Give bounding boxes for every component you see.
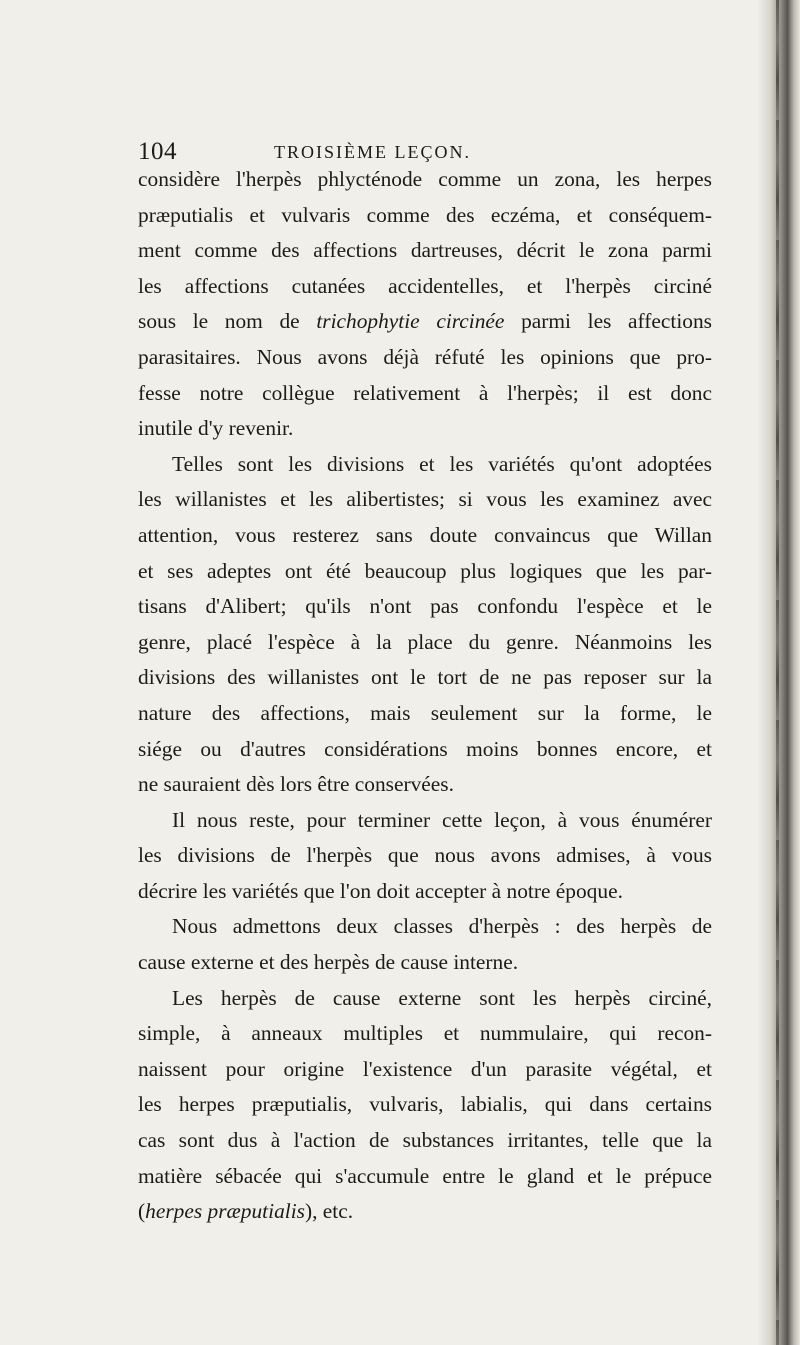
paragraph-1 xyxy=(138,162,712,447)
text-line: inutile d'y revenir. xyxy=(138,416,294,441)
text-line: divisions des willanistes ont le tort de ne pas reposer sur la xyxy=(138,665,712,690)
text-line: præputialis et vulvaris comme des eczéma, et conséquem- xyxy=(138,202,712,227)
text-line: cause externe et des herpès de cause interne. xyxy=(138,950,519,975)
text-line: décrire les variétés que l'on doit accepter à notre époque. xyxy=(138,878,623,903)
text-line: matière sébacée qui s'accumule entre le gland et le prépuce xyxy=(138,1163,712,1188)
text-line xyxy=(138,1194,712,1230)
text-line: genre, placé l'espèce à la place du genre. Néanmoins les xyxy=(138,629,712,654)
text-line: attention, vous resterez sans doute convaincus que Willan xyxy=(138,522,712,547)
text-line: naissent pour origine l'existence d'un parasite végétal, et xyxy=(138,1056,712,1081)
text-line: siége ou d'autres considérations moins bonnes encore, et xyxy=(138,736,712,761)
text-line: tisans d'Alibert; qu'ils n'ont pas confondu l'espèce et le xyxy=(138,594,712,619)
text-segment: ), etc. xyxy=(304,1199,354,1224)
paragraph-2 xyxy=(138,447,712,803)
text-line: considère l'herpès phlycténode comme un zona, les herpes xyxy=(138,167,712,191)
paragraph-3 xyxy=(138,803,712,910)
text-line: les willanistes et les alibertistes; si vous les examinez avec xyxy=(138,487,712,512)
text-line: fesse notre collègue relativement à l'herpès; il est donc xyxy=(138,380,712,405)
text-line: les affections cutanées accidentelles, et l'herpès circiné xyxy=(138,273,712,298)
page-edge-shadow xyxy=(758,0,800,1345)
text-line: parasitaires. Nous avons déjà réfuté les opinions que pro- xyxy=(138,344,712,369)
text-line: cas sont dus à l'action de substances irritantes, telle que la xyxy=(138,1128,712,1153)
body-text xyxy=(138,162,712,1230)
text-segment: parmi les affections xyxy=(504,309,712,334)
italic-term: trichophytie circinée xyxy=(316,309,505,334)
text-line: Nous admettons deux classes d'herpès : des herpès de xyxy=(172,914,712,939)
text-line: les herpes præputialis, vulvaris, labialis, qui dans certains xyxy=(138,1092,712,1117)
text-line: et ses adeptes ont été beaucoup plus logiques que les par- xyxy=(138,558,712,583)
text-line: Il nous reste, pour terminer cette leçon, à vous énumérer xyxy=(172,807,712,832)
text-line: Telles sont les divisions et les variétés qu'ont adoptées xyxy=(172,451,712,476)
paragraph-5 xyxy=(138,981,712,1230)
text-line: ment comme des affections dartreuses, décrit le zona parmi xyxy=(138,238,712,263)
text-segment: ( xyxy=(138,1199,146,1224)
text-segment: sous le nom de xyxy=(138,309,317,334)
running-head: TROISIÈME LEÇON. xyxy=(274,142,471,162)
text-line: nature des affections, mais seulement sur la forme, le xyxy=(138,700,712,725)
page-number: 104 xyxy=(138,138,177,165)
text-line: les divisions de l'herpès que nous avons admises, à vous xyxy=(138,843,712,868)
text-line xyxy=(138,304,712,340)
paragraph-4 xyxy=(138,909,712,980)
text-line: simple, à anneaux multiples et nummulaire, qui recon- xyxy=(138,1021,712,1046)
text-line: Les herpès de cause externe sont les herpès circiné, xyxy=(172,985,712,1010)
text-line: ne sauraient dès lors être conservées. xyxy=(138,772,454,797)
italic-term: herpes præputialis xyxy=(145,1199,305,1224)
